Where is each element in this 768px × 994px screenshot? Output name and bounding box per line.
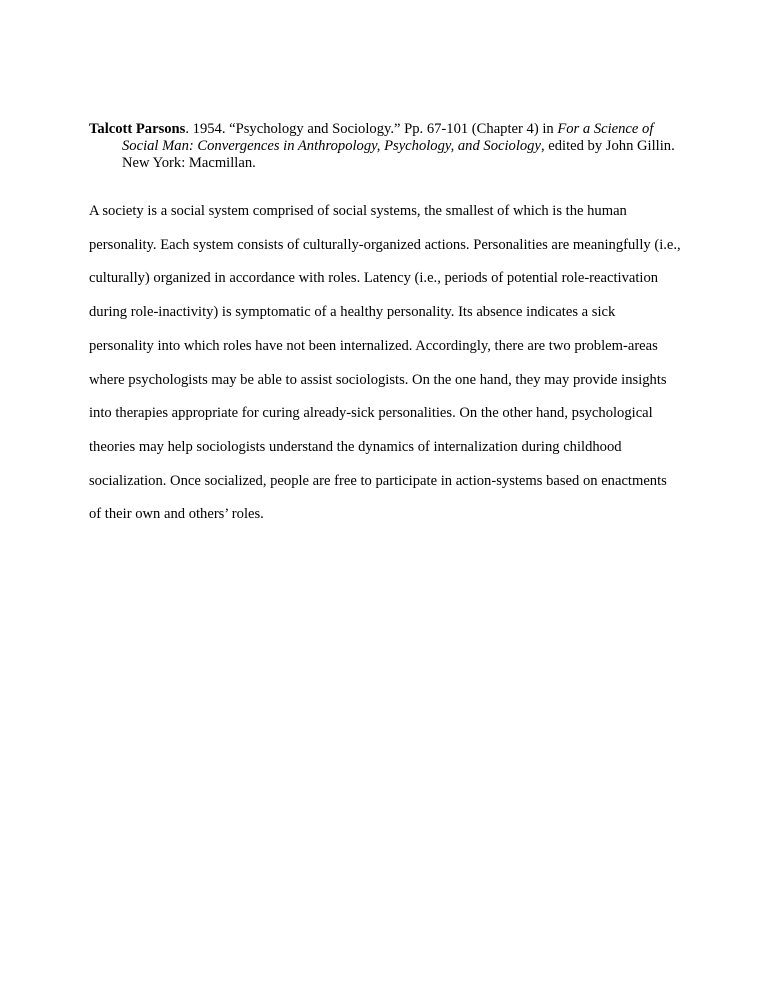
summary-paragraph: A society is a social system comprised of social systems, the smallest of which is the human personality. Each system consists of culturally-organized actions. Personalities are meaningfully (i.e., culturally) organized in accordance with roles. Latency (i.e., periods of potential role-reactivation during role-inactivity) is symptomatic of a healthy personality. Its absence indicates a sick personality into which roles have not been internalized. Accordingly, there are two problem-areas where psychologists may be able to assist sociologists. On the one hand, they may provide insights into therapies appropriate for curing already-sick personalities. On the other hand, psychological theories may help sociologists understand the dynamics of internalization during childhood socialization. Once socialized, people are free to participate in action-systems based on enactments of their own and others’ roles. <box>89 203 681 523</box>
citation-author: Talcott Parsons <box>89 121 186 137</box>
citation-book-title: For a Science of Social Man: Convergences in Anthropology, Psychology, and Sociology <box>122 121 654 154</box>
bibliographic-citation <box>89 121 681 172</box>
citation-publication-info: . 1954. “Psychology and Sociology.” Pp. 67-101 (Chapter 4) in <box>185 121 558 137</box>
document-content <box>89 121 681 532</box>
citation-editor-publisher: , edited by John Gillin. New York: Macmillan. <box>122 138 675 171</box>
